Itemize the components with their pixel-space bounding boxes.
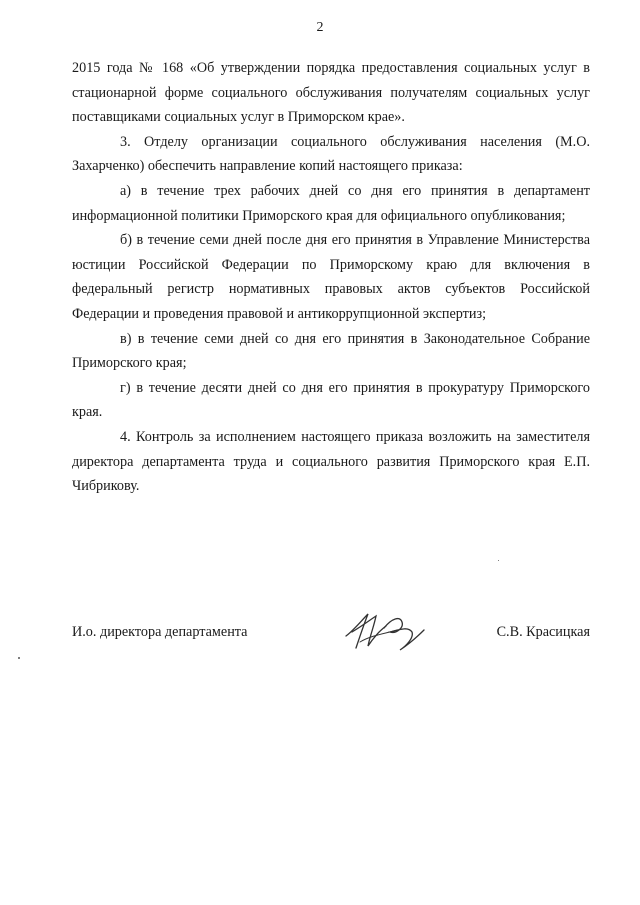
document-body: [72, 56, 590, 499]
handwritten-signature: [340, 606, 432, 656]
paragraph-subitem-g: г) в течение десяти дней со дня его принятия в прокуратуру Приморского края.: [72, 379, 590, 421]
paragraph-item-3: 3. Отделу организации социального обслуживания населения (М.О. Захарченко) обеспечить направление копий настоящего приказа:: [72, 133, 590, 175]
page-number: 2: [316, 20, 324, 35]
paragraph-subitem-v: в) в течение семи дней со дня его принятия в Законодательное Собрание Приморского края;: [72, 330, 590, 372]
scan-speck: [18, 657, 20, 659]
paragraph-subitem-b: б) в течение семи дней после дня его принятия в Управление Министерства юстиции Российской Федерации по Приморскому краю для включения в федеральный регистр нормативных правовых актов субъектов Российской Федерации и проведения правовой и антикоррупционной экспертиз;: [72, 232, 590, 322]
signer-name: С.В. Красицкая: [496, 624, 590, 640]
signature-block: [72, 618, 590, 668]
paragraph-item-4: 4. Контроль за исполнением настоящего приказа возложить на заместителя директора департамента труда и социального развития Приморского края Е.П. Чибрикову.: [72, 428, 590, 495]
paragraph-subitem-a: а) в течение трех рабочих дней со дня его принятия в департамент информационной политики Приморского края для официального опубликования;: [72, 182, 590, 224]
signer-title: И.о. директора департамента: [72, 624, 248, 640]
paragraph-continuation: 2015 года № 168 «Об утверждении порядка предоставления социальных услуг в стационарной форме социального обслуживания получателям социальных услуг поставщиками социальных услуг в Приморском крае».: [72, 60, 590, 126]
scan-speck: [498, 560, 499, 561]
